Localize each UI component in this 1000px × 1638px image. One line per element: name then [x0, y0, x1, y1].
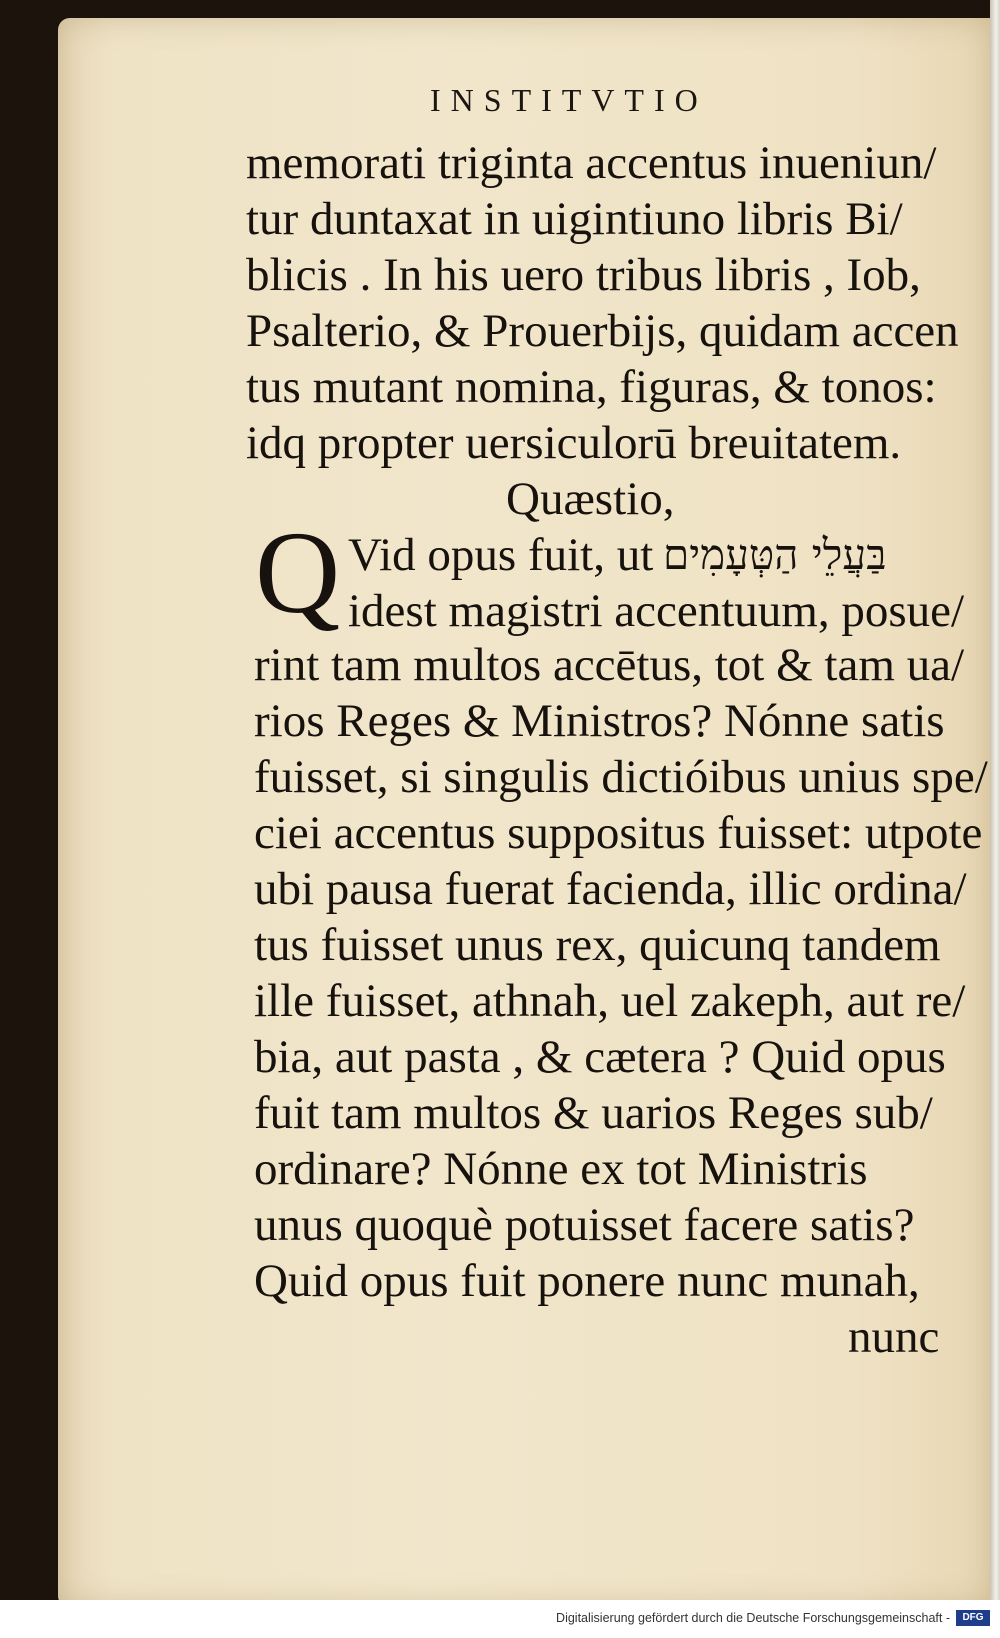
text-line: fuit tam multos & uarios Reges sub/ — [254, 1087, 933, 1139]
text-line: ille fuisset, athnah, uel zakeph, aut re/ — [254, 975, 966, 1027]
text-line: tur duntaxat in uigintiuno libris Bi/ — [246, 193, 903, 245]
text-line: bia, aut pasta , & cætera ? Quid opus — [254, 1031, 946, 1083]
section-heading: Quæstio, — [506, 473, 675, 525]
book-page — [58, 18, 992, 1600]
text-line: tus mutant nomina, figuras, & tonos: — [246, 361, 937, 413]
text-line: tus fuisset unus rex, quicunq tandem — [254, 919, 941, 971]
dfg-logo: DFG — [956, 1610, 990, 1626]
text-line: Quid opus fuit ponere nunc munah, — [254, 1255, 920, 1307]
text-line: fuisset, si singulis dictióibus unius spe/ — [254, 751, 988, 803]
text-line: ubi pausa fuerat facienda, illic ordina/ — [254, 863, 967, 915]
text-line: ciei accentus suppositus fuisset: utpote — [254, 807, 983, 859]
drop-cap: Q — [255, 507, 341, 638]
text-line: idest magistri accentuum, posue/ — [348, 585, 965, 637]
text-line: rint tam multos accētus, tot & tam ua/ — [254, 639, 965, 691]
text-line: Vid opus fuit, ut — [348, 529, 654, 581]
hebrew-phrase: בַּעֲלֵי הַטְּעָמִים — [663, 530, 887, 579]
page-edge — [990, 0, 1000, 1600]
catchword: nunc — [848, 1311, 940, 1363]
text-line: unus quoquè potuisset facere satis? — [254, 1199, 915, 1251]
text-line: Psalterio, & Prouerbijs, quidam accen — [246, 305, 959, 357]
text-line: ordinare? Nónne ex tot Ministris — [254, 1143, 868, 1195]
text-line: blicis . In his uero tribus libris , Iob, — [246, 249, 921, 301]
text-line: memorati triginta accentus inueniun/ — [246, 137, 937, 189]
text-line: idq propter uersiculorū breuitatem. — [246, 417, 902, 469]
footer-bar — [0, 1600, 1000, 1638]
text-line: rios Reges & Ministros? Nónne satis — [254, 695, 945, 747]
funding-credit: Digitalisierung gefördert durch die Deutsche Forschungsgemeinschaft - — [556, 1611, 950, 1625]
running-header: INSTITVTIO — [430, 82, 708, 118]
